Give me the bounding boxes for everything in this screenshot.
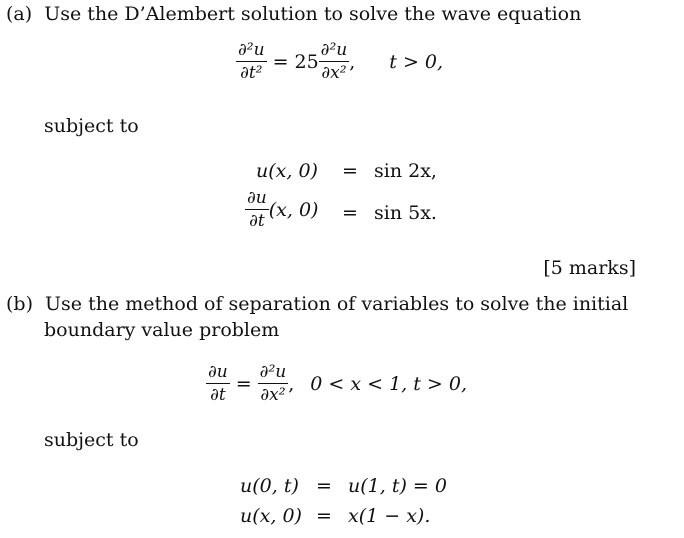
part-a-intro: Use the D’Alembert solution to solve the wave equation bbox=[44, 3, 582, 25]
coefficient: 25 bbox=[294, 50, 319, 73]
fraction-bar bbox=[245, 209, 269, 210]
fraction-numerator: ∂²u bbox=[320, 40, 348, 60]
ic-equals: = bbox=[316, 505, 332, 527]
fraction-d2u-dx2 bbox=[319, 40, 350, 83]
fraction-bar bbox=[319, 61, 350, 62]
subject-to-b: subject to bbox=[44, 429, 139, 451]
fraction-numerator: ∂²u bbox=[238, 40, 265, 60]
domain-condition: 0 < x < 1, t > 0, bbox=[310, 372, 468, 395]
part-b-label: (b) bbox=[6, 293, 33, 315]
part-b-heading bbox=[6, 293, 628, 315]
ic-rhs: x(1 − x). bbox=[348, 505, 431, 527]
fraction-du-dt bbox=[206, 362, 230, 405]
ic2-equals: = bbox=[342, 202, 358, 224]
ic-lhs: u(x, 0) bbox=[240, 505, 302, 527]
comma: , bbox=[349, 50, 356, 73]
fraction-numerator: ∂²u bbox=[259, 362, 287, 382]
fraction-d2u-dx2 bbox=[258, 362, 289, 405]
fraction-denominator: ∂x² bbox=[321, 63, 347, 83]
fraction-du-dt bbox=[245, 188, 269, 231]
fraction-bar bbox=[236, 61, 267, 62]
ic1-lhs: u(x, 0) bbox=[256, 160, 318, 182]
comma: , bbox=[288, 372, 295, 395]
bc-equals: = bbox=[316, 475, 332, 497]
heat-equation bbox=[206, 362, 467, 405]
bc-rhs: u(1, t) = 0 bbox=[348, 475, 447, 497]
part-a-heading bbox=[6, 3, 581, 25]
fraction-numerator: ∂u bbox=[208, 362, 228, 382]
fraction-denominator: ∂x² bbox=[260, 385, 286, 405]
subject-to-a: subject to bbox=[44, 115, 139, 137]
ic2-lhs bbox=[245, 188, 318, 231]
fraction-bar bbox=[206, 383, 230, 384]
fraction-bar bbox=[258, 383, 289, 384]
part-b-intro-line2: boundary value problem bbox=[44, 319, 280, 341]
part-a-label: (a) bbox=[6, 3, 33, 25]
marks-label: [5 marks] bbox=[543, 257, 636, 279]
wave-equation bbox=[236, 40, 443, 83]
equals-sign: = bbox=[235, 372, 252, 395]
fraction-denominator: ∂t bbox=[210, 385, 226, 405]
bc-lhs: u(0, t) bbox=[240, 475, 299, 497]
time-condition: t > 0, bbox=[389, 50, 444, 73]
fraction-numerator: ∂u bbox=[247, 188, 267, 208]
fraction-denominator: ∂t bbox=[249, 211, 265, 231]
fraction-d2u-dt2 bbox=[236, 40, 267, 83]
fraction-denominator: ∂t² bbox=[240, 63, 263, 83]
part-b-intro-line1: Use the method of separation of variables to solve the initial bbox=[45, 293, 629, 315]
equals-sign: = bbox=[272, 50, 289, 73]
ic1-equals: = bbox=[342, 160, 358, 182]
ic2-argument: (x, 0) bbox=[268, 198, 319, 221]
ic2-rhs: sin 5x. bbox=[374, 202, 437, 224]
ic1-rhs: sin 2x, bbox=[374, 160, 437, 182]
